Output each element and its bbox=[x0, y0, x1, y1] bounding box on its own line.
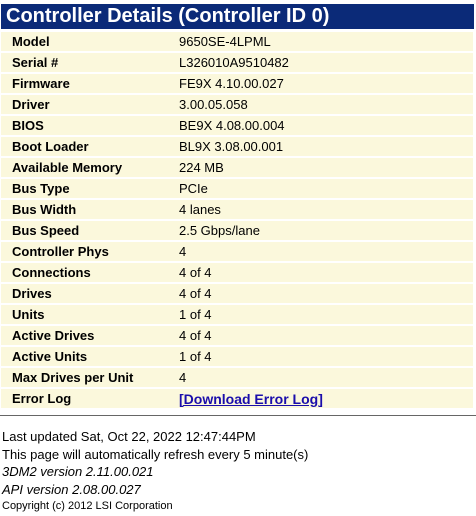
row-value: 2.5 Gbps/lane bbox=[168, 221, 473, 240]
row-label: Active Units bbox=[1, 347, 168, 366]
error-log-cell bbox=[168, 389, 473, 408]
row-label: BIOS bbox=[1, 116, 168, 135]
row-value: FE9X 4.10.00.027 bbox=[168, 74, 473, 93]
error-log-row bbox=[1, 389, 473, 408]
details-rows bbox=[1, 32, 473, 408]
details-table bbox=[1, 30, 473, 410]
row-label: Active Drives bbox=[1, 326, 168, 345]
table-row bbox=[1, 200, 473, 219]
row-value: BL9X 3.08.00.001 bbox=[168, 137, 473, 156]
table-row bbox=[1, 221, 473, 240]
table-row bbox=[1, 368, 473, 387]
download-error-log-link[interactable]: [Download Error Log] bbox=[179, 390, 323, 407]
row-value: PCIe bbox=[168, 179, 473, 198]
row-value: 4 bbox=[168, 368, 473, 387]
refresh-note: This page will automatically refresh every 5 minute(s) bbox=[2, 446, 309, 462]
table-row bbox=[1, 116, 473, 135]
table-row bbox=[1, 32, 473, 51]
table-row bbox=[1, 242, 473, 261]
row-value: 1 of 4 bbox=[168, 305, 473, 324]
row-label: Bus Speed bbox=[1, 221, 168, 240]
row-label: Model bbox=[1, 32, 168, 51]
row-value: 4 of 4 bbox=[168, 326, 473, 345]
row-value: 9650SE-4LPML bbox=[168, 32, 473, 51]
controller-details-panel bbox=[1, 4, 474, 410]
row-label: Serial # bbox=[1, 53, 168, 72]
version-api: API version 2.08.00.027 bbox=[2, 481, 141, 497]
row-label: Available Memory bbox=[1, 158, 168, 177]
row-label: Max Drives per Unit bbox=[1, 368, 168, 387]
copyright: Copyright (c) 2012 LSI Corporation bbox=[2, 500, 173, 512]
row-label: Bus Type bbox=[1, 179, 168, 198]
table-row bbox=[1, 347, 473, 366]
table-row bbox=[1, 74, 473, 93]
row-value: 1 of 4 bbox=[168, 347, 473, 366]
table-row bbox=[1, 284, 473, 303]
row-label: Firmware bbox=[1, 74, 168, 93]
version-3dm2: 3DM2 version 2.11.00.021 bbox=[2, 464, 154, 479]
row-label: Connections bbox=[1, 263, 168, 282]
row-value: 224 MB bbox=[168, 158, 473, 177]
table-row bbox=[1, 179, 473, 198]
last-updated-text: Last updated Sat, Oct 22, 2022 12:47:44PM bbox=[2, 429, 256, 444]
table-row bbox=[1, 305, 473, 324]
table-row bbox=[1, 158, 473, 177]
row-value: 4 of 4 bbox=[168, 284, 473, 303]
error-log-label: Error Log bbox=[1, 389, 168, 408]
table-row bbox=[1, 137, 473, 156]
table-row bbox=[1, 263, 473, 282]
row-value: BE9X 4.08.00.004 bbox=[168, 116, 473, 135]
page-footer bbox=[2, 428, 308, 516]
row-label: Drives bbox=[1, 284, 168, 303]
row-label: Units bbox=[1, 305, 168, 324]
row-label: Bus Width bbox=[1, 200, 168, 219]
table-row bbox=[1, 53, 473, 72]
row-value: 4 of 4 bbox=[168, 263, 473, 282]
row-value: 4 bbox=[168, 242, 473, 261]
row-label: Driver bbox=[1, 95, 168, 114]
table-row bbox=[1, 95, 473, 114]
row-label: Boot Loader bbox=[1, 137, 168, 156]
divider bbox=[0, 415, 476, 416]
row-label: Controller Phys bbox=[1, 242, 168, 261]
row-value: 4 lanes bbox=[168, 200, 473, 219]
panel-title: Controller Details (Controller ID 0) bbox=[1, 4, 474, 29]
table-row bbox=[1, 326, 473, 345]
row-value: 3.00.05.058 bbox=[168, 95, 473, 114]
row-value: L326010A9510482 bbox=[168, 53, 473, 72]
